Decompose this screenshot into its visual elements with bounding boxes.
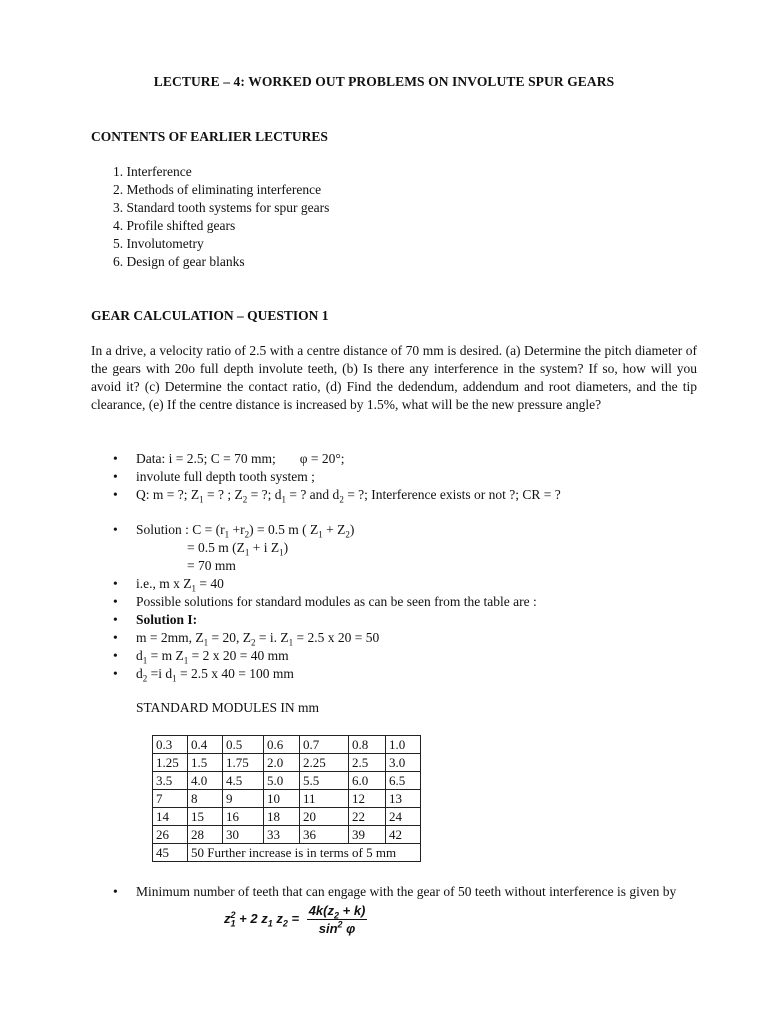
table-row: 14 15 16 18 20 22 24	[153, 808, 421, 826]
list-item: • Solution : $C = (r_1 +r_2) = 0.5$ m ( $Z_1 + Z_2$)	[113, 522, 355, 540]
question-text: In a drive, a velocity ratio of 2.5 with a centre distance of 70 mm is desired. (a) Determine the pitch diameter of the gears with 20o full depth involute teeth, (b) Is there any interference in the system? If so, how will you avoid it? (c) Determine the contact ratio, (d) Find the dedendum, addendum and root diameters, and the tip clearance, (e) If the centre distance is increased by 1.5%, what will be the new pressure angle?	[91, 343, 697, 412]
solution-line: = 0.5 m ($Z_1 + i$ $Z_1$)	[187, 540, 289, 558]
table-row: 45 50 Further increase is in terms of 5 mm	[153, 844, 421, 862]
list-item: • m = 2mm, $Z_1 = 20$, $Z_2 = i$. $Z_1 = 2.5$ x 20 = 50	[113, 630, 380, 648]
list-item: • Minimum number of teeth that can engage with the gear of 50 teeth without interference is given by	[113, 884, 677, 899]
list-item: 4. Profile shifted gears	[113, 218, 236, 233]
list-item: 3. Standard tooth systems for spur gears	[113, 200, 330, 215]
min-teeth-bullet	[113, 883, 696, 901]
list-item: • Solution I:	[113, 612, 198, 627]
table-row: 0.3 0.4 0.5 0.6 0.7 0.8 1.0	[153, 736, 421, 754]
list-item: • involute full depth tooth system ;	[113, 469, 315, 484]
formula-fraction: $\frac{4k(z_2 + k)}{\sin^2 \varphi}$	[308, 903, 366, 936]
list-item: 1. Interference	[113, 164, 192, 179]
table-row: 26 28 30 33 36 39 42	[153, 826, 421, 844]
page-title: LECTURE – 4: WORKED OUT PROBLEMS ON INVOLUTE SPUR GEARS	[153, 74, 615, 89]
list-item: • $d_1 = m$ $Z_1 = 2$ x 20 = 40 mm	[113, 648, 289, 666]
data-bullets	[113, 450, 561, 504]
modules-table	[152, 735, 421, 862]
interference-formula: $z_1^2 + 2$ $z_1$ $z_2$ = $\frac{4k(z_2 + k)}{\sin^2 \varphi}$	[224, 903, 366, 936]
question-heading: GEAR CALCULATION – QUESTION 1	[91, 308, 329, 323]
solution-line: = 70 mm	[187, 558, 236, 573]
solution-bullets	[113, 521, 537, 683]
list-item: 2. Methods of eliminating interference	[113, 182, 322, 197]
contents-list	[113, 163, 329, 271]
table-row: 3.5 4.0 4.5 5.0 5.5 6.0 6.5	[153, 772, 421, 790]
table-row: 7 8 9 10 11 12 13	[153, 790, 421, 808]
list-item: • Q: m = ?; $Z_1$ = ? ; $Z_2$ = ?; $d_1$ = ? and $d_2$ = ?; Interference exists or not ?; CR = ?	[113, 487, 561, 505]
list-item: 5. Involutometry	[113, 236, 204, 251]
table-row: 1.25 1.5 1.75 2.0 2.25 2.5 3.0	[153, 754, 421, 772]
list-item: • Data: i = 2.5; C = 70 mm; φ = 20°;	[113, 451, 345, 466]
modules-table-title: STANDARD MODULES IN mm	[136, 700, 320, 715]
contents-heading: CONTENTS OF EARLIER LECTURES	[91, 129, 328, 144]
list-item: 6. Design of gear blanks	[113, 254, 245, 269]
list-item: • i.e., m x $Z_1 = 40$	[113, 576, 224, 594]
list-item: • $d_2 =i$ $d_1 = 2.5$ x 40 = 100 mm	[113, 666, 294, 684]
list-item: • Possible solutions for standard modules as can be seen from the table are :	[113, 594, 537, 609]
